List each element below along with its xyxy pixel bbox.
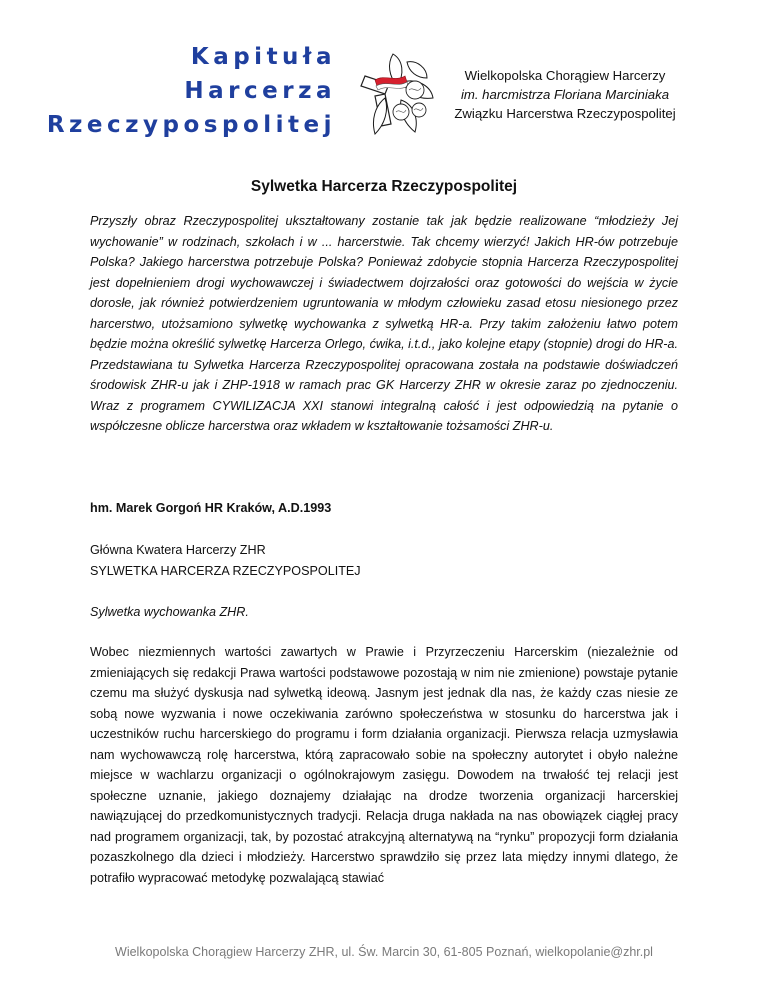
org-line-3: Związku Harcerstwa Rzeczypospolitej <box>454 106 676 121</box>
org-line-1: Wielkopolska Chorągiew Harcerzy <box>464 68 666 83</box>
section-subtitle: Sylwetka wychowanka ZHR. <box>90 605 249 619</box>
author-line: hm. Marek Gorgoń HR Kraków, A.D.1993 <box>90 501 332 515</box>
org-block-line-2: SYLWETKA HARCERZA RZECZYPOSPOLITEJ <box>90 563 361 578</box>
org-line-2: im. harcmistrza Floriana Marciniaka <box>460 87 670 102</box>
page-footer: Wielkopolska Chorągiew Harcerzy ZHR, ul. Św. Marcin 30, 61-805 Poznań, wielkopolanie@zhr.pl <box>115 945 653 959</box>
body-paragraph: Wobec niezmiennych wartości zawartych w Prawie i Przyrzeczeniu Harcerskim (niezależnie od zmieniających się redakcji Prawa wartości podstawowe pozostają w nim nie zmienione) powstaje pytanie czemu ma służyć dyskusja nad sylwetką ideową. Jasnym jest jednak dla nas, że każdy czas niesie ze sobą nowe wyzwania i nowe oczekiwania zarówno społeczeństwa w stosunku do harcerstwa jak i uczestników ruchu harcerskiego do programu i form działania organizacji. Pierwsza relacja uzmysławia nam wychowawczą rolę harcerstwa, którą zapracowało sobie na społeczny autorytet i obyło należne miejsce w wachlarzu organizacji o ogólnokrajowym zasięgu. Dowodem na trwałość tej relacji jest społeczne uznanie, jakiego doznajemy działając na drodze tworzenia organizacji harcerskiej nawiązującej do przedkomunistycznych tradycji. Relacja druga nakłada na nas obowiązek ciągłej pracy nad programem organizacji, tak, by pozostać atrakcyjną alternatywą na “rynku” propozycji form działania pozaszkolnego dla dzieci i młodzieży. Harcerstwo sprawdziło się przez lata między innymi dlatego, że potrafiło wypracować metodykę pozwalającą stawiać <box>90 645 678 885</box>
brand-wordmark <box>47 40 336 142</box>
lily-cross-emblem-icon <box>345 42 441 142</box>
organization-header <box>440 66 690 123</box>
brand-line-2: Harcerza <box>184 78 336 104</box>
brand-line-3: Rzeczypospolitej <box>46 112 336 138</box>
brand-line-1: Kapituła <box>190 44 336 70</box>
org-block-line-1: Główna Kwatera Harcerzy ZHR <box>90 543 266 557</box>
intro-paragraph: Przyszły obraz Rzeczypospolitej ukształtowany zostanie tak jak będzie realizowane “młodzieży Jej wychowanie” w rodzinach, szkołach i w ... harcerstwie. Tak chcemy wierzyć! Jakich HR-ów potrzebuje Polska? Jakiego harcerstwa potrzebuje Polska? Ponieważ zdobycie stopnia Harcerza Rzeczypospolitej jest dopełnieniem drogi wychowawczej i świadectwem dojrzałości oraz gotowości do wejścia w życie dorosłe, jak również potwierdzeniem ugruntowania w młodym człowieku zasad etosu niesionego przez harcerstwo, utożsamiono sylwetkę wychowanka z sylwetką HR-a. Przy takim założeniu łatwo potem będzie można określić sylwetkę Harcerza Orlego, ćwika, i.t.d., jako kolejne etapy (stopnie) drogi do HR-a. Przedstawiana tu Sylwetka Harcerza Rzeczypospolitej opracowana została na podstawie doświadczeń środowisk ZHR-u jak i ZHP-1918 w ramach prac GK Harcerzy ZHR w okresie zaraz po zjednoczeniu. Wraz z programem CYWILIZACJA XXI stanowi integralną całość i jest odpowiedzią na pytanie o współczesne oblicze harcerstwa oraz wkładem w kształtowanie tożsamości ZHR-u. <box>90 214 678 433</box>
page-title: Sylwetka Harcerza Rzeczypospolitej <box>250 178 518 195</box>
org-block <box>90 540 678 581</box>
